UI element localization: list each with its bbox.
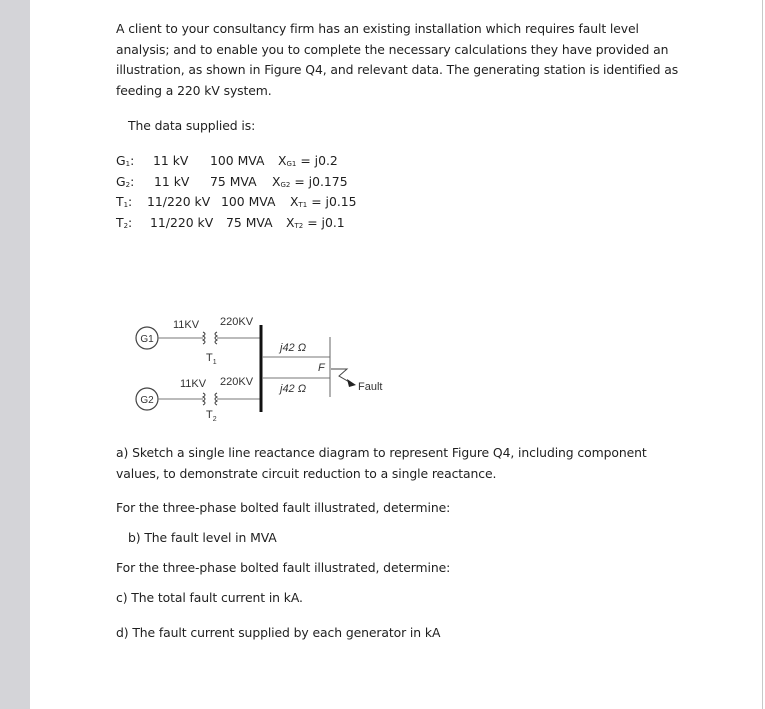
line1-impedance-label: j42 Ω xyxy=(280,342,307,354)
spec-reactance: $X_{G1} = j0.2$ xyxy=(278,153,338,168)
page-edge xyxy=(762,0,763,709)
spec-id: $T_2$: xyxy=(116,215,133,230)
t1-name-label: $T_1$ xyxy=(206,352,217,366)
fault-point-label: F xyxy=(318,362,325,374)
data-title: The data supplied is: xyxy=(128,118,256,133)
spec-voltage: 11 kV xyxy=(154,174,190,189)
question-b: b) The fault level in MVA xyxy=(128,530,277,545)
spec-id: $T_1$: xyxy=(116,194,133,209)
spec-voltage: 11 kV xyxy=(153,153,189,168)
generator-g2-icon xyxy=(136,388,158,410)
spec-reactance: $X_{T2} = j0.1$ xyxy=(286,215,345,230)
spec-rating: 75 MVA xyxy=(226,215,273,230)
intro-line: feeding a 220 kV system. xyxy=(116,82,272,98)
question-a-line: values, to demonstrate circuit reduction to a single reactance. xyxy=(116,465,497,481)
intro-paragraph xyxy=(116,19,678,101)
spec-reactance: $X_{G2} = j0.175$ xyxy=(272,174,348,189)
question-c: c) The total fault current in kA. xyxy=(116,590,303,605)
spec-rating: 100 MVA xyxy=(221,194,276,209)
line2-impedance-label: j42 Ω xyxy=(280,383,307,395)
figure-q4-diagram xyxy=(125,305,405,430)
svg-text:G2: G2 xyxy=(140,395,154,406)
intro-line: illustration, as shown in Figure Q4, and relevant data. The generating station is identified as xyxy=(116,62,679,78)
t2-lv-label: 11KV xyxy=(180,378,207,390)
spec-id: $G_2$: xyxy=(116,174,135,189)
spec-voltage: 11/220 kV xyxy=(150,215,214,230)
spec-rating: 100 MVA xyxy=(210,153,265,168)
transformer-t2-icon xyxy=(203,393,217,405)
t1-hv-label: 220KV xyxy=(220,316,254,328)
question-a-line: a) Sketch a single line reactance diagram to represent Figure Q4, including component xyxy=(116,445,647,460)
spec-reactance: $X_{T1} = j0.15$ xyxy=(290,194,357,209)
generator-g1-icon xyxy=(136,327,158,349)
fault-arrow-icon xyxy=(331,369,356,387)
question-a xyxy=(116,443,647,484)
question-b-intro: For the three-phase bolted fault illustrated, determine: xyxy=(116,500,451,515)
window-gutter xyxy=(0,0,30,709)
fault-label: Fault xyxy=(358,381,383,393)
spec-rating: 75 MVA xyxy=(210,174,257,189)
t1-lv-label: 11KV xyxy=(173,319,200,331)
t2-hv-label: 220KV xyxy=(220,376,254,388)
spec-id: $G_1$: xyxy=(116,153,135,168)
transformer-t1-icon xyxy=(203,332,217,344)
question-d: d) The fault current supplied by each generator in kA xyxy=(116,625,441,640)
spec-voltage: 11/220 kV xyxy=(147,194,211,209)
t2-name-label: $T_2$ xyxy=(206,409,217,423)
intro-line: analysis; and to enable you to complete the necessary calculations they have provided an xyxy=(116,41,669,57)
question-c-intro: For the three-phase bolted fault illustrated, determine: xyxy=(116,560,451,575)
svg-text:G1: G1 xyxy=(140,334,154,345)
intro-line: A client to your consultancy firm has an existing installation which requires fault level xyxy=(116,21,639,36)
